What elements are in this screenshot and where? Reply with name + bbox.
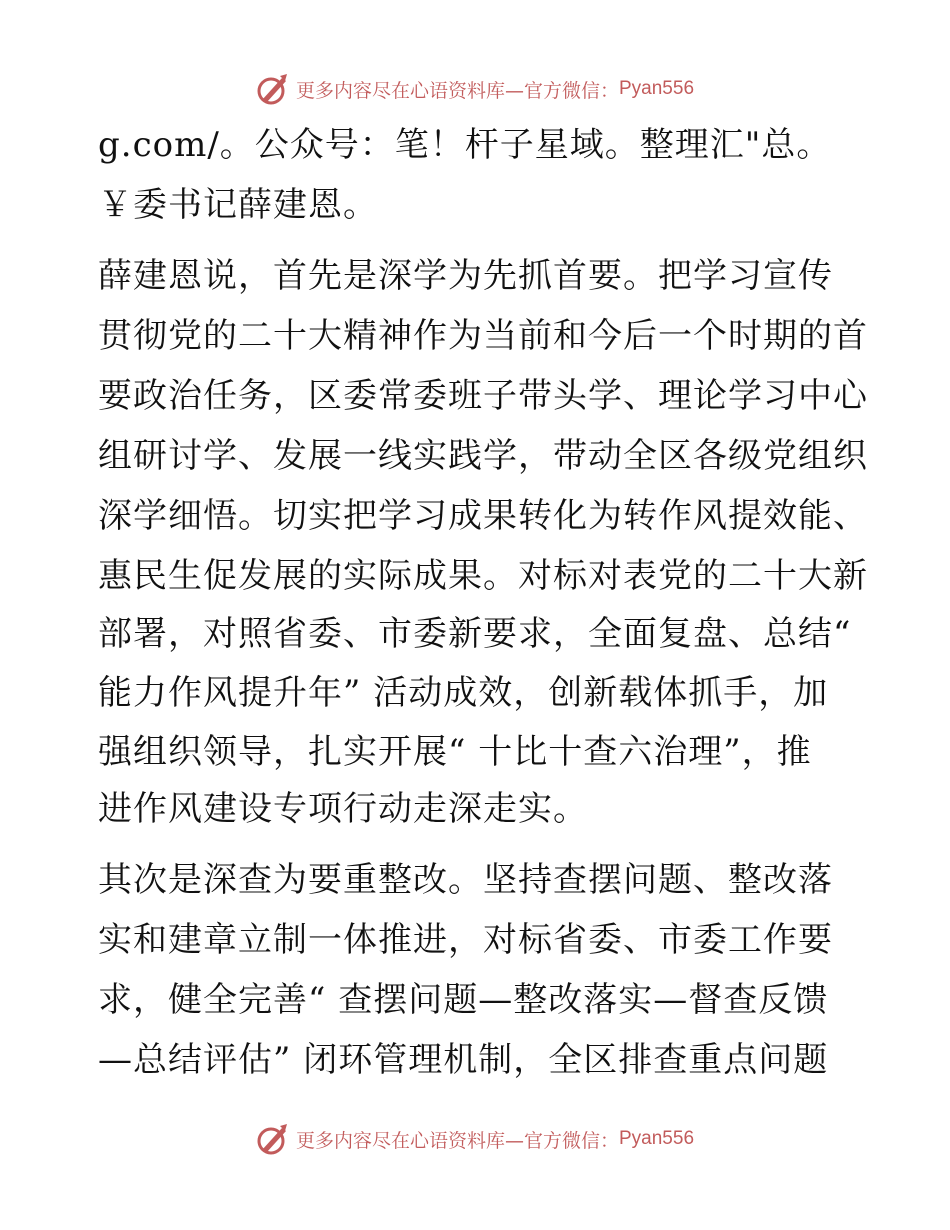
watermark-text: 更多内容尽在心语资料库—官方微信：	[295, 1129, 619, 1152]
body-line: g.com/。公众号：笔！杆子星域。整理汇"总。	[98, 125, 832, 165]
body-line: 深学细悟。切实把学习成果转化为转作风提效能、	[98, 496, 868, 536]
body-line: 贯彻党的二十大精神作为当前和今后一个时期的首	[98, 316, 868, 356]
pen-logo-icon	[256, 1122, 290, 1156]
body-line: ￥委书记薛建恩。	[98, 185, 378, 225]
body-line: 薛建恩说，首先是深学为先抓首要。把学习宣传	[98, 256, 833, 296]
body-line: 求，健全完善“ 查摆问题—整改落实—督查反馈	[98, 980, 829, 1020]
body-line: —总结评估” 闭环管理机制，全区排查重点问题	[98, 1040, 829, 1080]
body-line: 实和建章立制一体推进，对标省委、市委工作要	[98, 920, 833, 960]
watermark-handle: Pyan556	[619, 78, 695, 99]
footer-watermark	[0, 1122, 950, 1156]
body-line: 惠民生促发展的实际成果。对标对表党的二十大新	[98, 556, 868, 596]
body-line: 能力作风提升年” 活动成效，创新载体抓手，加	[98, 673, 829, 713]
body-line: 其次是深查为要重整改。坚持查摆问题、整改落	[98, 860, 833, 900]
watermark-text: 更多内容尽在心语资料库—官方微信：	[295, 79, 619, 102]
body-line: 进作风建设专项行动走深走实。	[98, 789, 588, 829]
header-watermark	[0, 72, 950, 106]
body-line: 部署，对照省委、市委新要求，全面复盘、总结“	[98, 614, 852, 654]
body-line: 强组织领导，扎实开展“ 十比十查六治理”，推	[98, 732, 812, 772]
body-line: 组研讨学、发展一线实践学，带动全区各级党组织	[98, 436, 868, 476]
watermark-handle: Pyan556	[619, 1128, 695, 1149]
pen-logo-icon	[256, 72, 290, 106]
body-line: 要政治任务，区委常委班子带头学、理论学习中心	[98, 376, 868, 416]
